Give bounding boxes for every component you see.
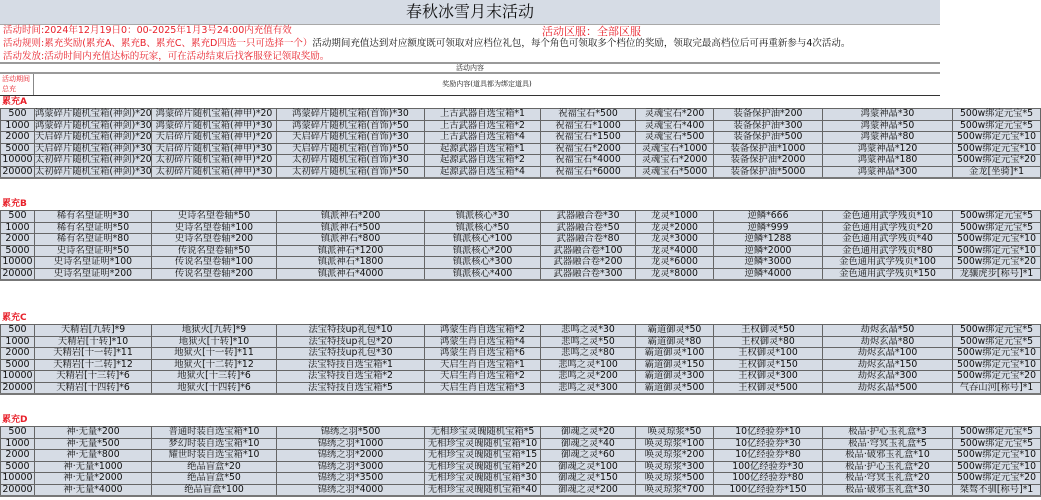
recharge-amount: 1000	[1, 120, 35, 132]
reward-cell: 史诗名望证明*200	[35, 268, 152, 280]
reward-cell: 无相珍宝灵魄随机宝箱*10	[425, 438, 541, 450]
reward-cell: 天启碎片随机宝箱(神剑)*20	[35, 131, 152, 142]
reward-cell: 史诗名望卷轴*50	[152, 211, 277, 223]
reward-cell: 极品·穹冥玉礼盒*5	[823, 438, 953, 450]
reward-cell: 鸿蒙碎片随机宝箱(神剑)*30	[35, 119, 152, 131]
reward-cell: 100亿经验券*30	[714, 461, 823, 473]
reward-cell: 镇派神石*800	[277, 234, 425, 246]
reward-cell: 天启碎片随机宝箱(首饰)*30	[277, 132, 425, 144]
rules-highlight: 活动规则:累充奖励(累充A、累充B、累充C、累充D四选一只可选择一个）	[3, 38, 313, 49]
section-label: 累充C	[2, 313, 27, 323]
reward-cell: 传说名望卷轴*100	[152, 257, 277, 269]
reward-cell: 史诗名望卷轴*100	[152, 222, 277, 234]
reward-cell: 灵魂宝石*500	[636, 132, 714, 144]
table-row	[1, 427, 1041, 439]
reward-cell: 气吞山河[称号]*1	[953, 382, 1041, 394]
reward-cell: 悲鸣之灵*100	[541, 359, 636, 371]
reward-table	[0, 324, 1041, 395]
reward-cell: 无相珍宝灵魄随机宝箱*20	[425, 461, 541, 473]
reward-cell: 500w绑定元宝*5	[953, 438, 1041, 450]
reward-cell: 鸿蒙神晶*30	[823, 109, 953, 121]
reward-cell: 地狱火[十三转]*6	[152, 371, 277, 383]
recharge-amount: 500	[1, 109, 35, 121]
reward-cell: 神·无量*1000	[35, 461, 152, 473]
reward-cell: 灵魂宝石*2000	[636, 155, 714, 167]
reward-cell: 极品·破邪玉礼盒*30	[823, 484, 953, 496]
recharge-amount: 2000	[1, 132, 35, 144]
reward-cell: 法宝特技自选宝箱*1	[277, 359, 425, 371]
reward-cell: 天启碎片随机宝箱(神甲)*20	[152, 132, 277, 144]
reward-cell: 唤灵琼浆*300	[636, 461, 714, 473]
reward-cell: 鸿蒙碎片随机宝箱(神甲)*30	[152, 120, 277, 132]
reward-cell: 武器融合卷*200	[541, 257, 636, 269]
recharge-amount: 5000	[1, 461, 35, 473]
reward-cell: 逆鳞*4000	[714, 268, 823, 280]
recharge-amount: 500	[1, 211, 35, 223]
reward-cell: 龙灵*6000	[636, 257, 714, 269]
reward-cell: 500w绑定元宝*20	[953, 257, 1041, 269]
reward-cell: 天精岩[十四转]*6	[35, 382, 152, 394]
reward-cell: 金色通用武学残页*20	[823, 222, 953, 234]
reward-cell: 起源武器自选宝箱*1	[425, 143, 541, 155]
reward-cell: 装备保护油*300	[714, 120, 823, 132]
recharge-amount: 10000	[2, 472, 33, 483]
recharge-amount: 2000	[1, 450, 35, 462]
reward-cell: 太初碎片随机宝箱(神甲)*30	[152, 166, 277, 178]
reward-cell: 史诗名望证明*50	[35, 245, 152, 257]
reward-cell: 500w绑定元宝*5	[953, 336, 1041, 348]
reward-cell: 100亿经验券*150	[714, 484, 823, 496]
reward-cell: 耀世时装自选宝箱*10	[152, 450, 277, 462]
reward-cell: 镇派核心*50	[425, 222, 541, 234]
reward-cell: 霸道御灵*100	[636, 348, 714, 360]
reward-cell: 龙灵*4000	[636, 245, 714, 257]
reward-cell: 金色通用武学残页*40	[823, 234, 953, 246]
reward-cell: 天启生肖自选宝箱*3	[425, 382, 541, 394]
reward-cell: 神·无量*4000	[35, 484, 152, 496]
reward-cell: 逆鳞*3000	[714, 257, 823, 269]
reward-cell: 10亿经验券*30	[714, 438, 823, 450]
reward-cell: 镇派神石*200	[277, 211, 425, 223]
table-row	[1, 461, 1041, 473]
reward-cell: 悲鸣之灵*50	[541, 336, 636, 348]
reward-cell: 太初碎片随机宝箱(首饰)*50	[277, 166, 425, 178]
reward-cell: 地狱火[十转]*10	[152, 336, 277, 348]
header-total-recharge: 活动期间总充	[0, 74, 34, 95]
reward-cell: 唤灵琼浆*700	[636, 484, 714, 496]
reward-cell: 无相珍宝灵魄随机宝箱*5	[425, 427, 541, 439]
reward-cell: 祝福宝石*2000	[541, 143, 636, 155]
table-row	[1, 109, 1041, 121]
reward-cell: 极品·破邪玉礼盒*10	[823, 450, 953, 462]
table-row	[1, 438, 1041, 450]
reward-cell: 劫烬玄晶*500	[823, 382, 953, 394]
reward-cell: 御魂之灵*20	[541, 427, 636, 439]
recharge-amount: 20000	[2, 381, 33, 393]
divider	[0, 95, 940, 96]
reward-cell: 鸿蒙生肖自选宝箱*6	[425, 348, 541, 360]
reward-cell: 神·无量*800	[35, 450, 152, 462]
reward-cell: 御魂之灵*150	[541, 473, 636, 485]
reward-cell: 御魂之灵*200	[541, 484, 636, 496]
activity-time: 活动时间:2024年12月19日0：00-2025年1月3号24:00内充值有效	[3, 25, 292, 36]
reward-cell: 鸿蒙神晶*180	[823, 155, 953, 167]
recharge-amount: 5000	[1, 245, 35, 257]
table-row	[1, 268, 1041, 280]
activity-rules	[3, 37, 850, 51]
table-row	[1, 371, 1041, 383]
reward-cell: 镇派神石*4000	[277, 268, 425, 280]
reward-cell: 天启生肖自选宝箱*1	[425, 359, 541, 371]
table-row	[1, 143, 1041, 155]
reward-cell: 天精岩[十三转]*6	[35, 371, 152, 383]
reward-cell: 灵魂宝石*200	[636, 109, 714, 121]
recharge-amount: 2000	[1, 348, 35, 360]
table-row	[1, 155, 1041, 167]
reward-cell: 地狱火[九转]*9	[152, 325, 277, 337]
reward-cell: 天精岩[九转]*9	[35, 325, 152, 337]
reward-cell: 天启生肖自选宝箱*2	[425, 371, 541, 383]
reward-cell: 鸿蒙碎片随机宝箱(首饰)*30	[277, 109, 425, 121]
recharge-amount: 10000	[2, 256, 33, 267]
reward-cell: 无相珍宝灵魄随机宝箱*30	[425, 473, 541, 485]
reward-cell: 劫烬玄晶*50	[823, 325, 953, 337]
reward-cell: 镇派核心*400	[425, 268, 541, 280]
reward-cell: 王权御灵*500	[714, 382, 823, 394]
reward-cell: 装备保护油*200	[714, 109, 823, 121]
reward-cell: 桀骜不驯[称号]*1	[953, 484, 1041, 496]
table-row	[1, 132, 1041, 144]
reward-cell: 锦绣之羽*1000	[277, 438, 425, 450]
reward-cell: 10亿经验券*10	[714, 427, 823, 439]
reward-cell: 普通时装自选宝箱*10	[152, 427, 277, 439]
reward-cell: 金色通用武学残页*80	[823, 245, 953, 257]
reward-cell: 武器融合卷*100	[541, 245, 636, 257]
reward-cell: 鸿蒙碎片随机宝箱(神甲)*20	[152, 109, 277, 121]
reward-cell: 武器融合卷*300	[541, 268, 636, 280]
reward-cell: 逆鳞*999	[714, 222, 823, 234]
reward-cell: 500w绑定元宝*5	[953, 211, 1041, 223]
reward-cell: 龙灵*8000	[636, 268, 714, 280]
reward-cell: 装备保护油*5000	[714, 166, 823, 178]
recharge-amount: 20000	[2, 267, 33, 279]
reward-cell: 金色通用武学残页*150	[823, 268, 953, 280]
reward-cell: 传说名望卷轴*200	[152, 268, 277, 280]
table-row	[1, 245, 1041, 257]
reward-cell: 唤灵琼浆*100	[636, 438, 714, 450]
reward-cell: 史诗名望卷轴*200	[152, 234, 277, 246]
table-row	[1, 211, 1041, 223]
reward-cell: 逆鳞*1288	[714, 234, 823, 246]
reward-cell: 金色通用武学残页*10	[823, 211, 953, 223]
reward-cell: 起源武器自选宝箱*4	[425, 166, 541, 178]
reward-cell: 武器融合卷*50	[541, 222, 636, 234]
recharge-amount: 5000	[1, 359, 35, 371]
reward-cell: 霸道御灵*150	[636, 359, 714, 371]
reward-cell: 御魂之灵*100	[541, 461, 636, 473]
reward-cell: 劫烬玄晶*100	[823, 348, 953, 360]
reward-cell: 500w绑定元宝*5	[953, 222, 1041, 234]
reward-cell: 天启碎片随机宝箱(首饰)*50	[277, 143, 425, 155]
reward-cell: 鸿蒙神晶*300	[823, 166, 953, 178]
reward-cell: 王权御灵*100	[714, 348, 823, 360]
page-title: 春秋冰雪月末活动	[0, 0, 940, 25]
table-row	[1, 484, 1041, 496]
reward-cell: 10亿经验券*80	[714, 450, 823, 462]
reward-cell: 劫烬玄晶*150	[823, 359, 953, 371]
reward-cell: 天启碎片随机宝箱(神甲)*30	[152, 143, 277, 155]
reward-cell: 神·无量*2000	[35, 473, 152, 485]
recharge-amount: 2000	[1, 234, 35, 246]
table-row	[1, 336, 1041, 348]
reward-cell: 龙灵*2000	[636, 222, 714, 234]
reward-cell: 王权御灵*300	[714, 371, 823, 383]
reward-cell: 无相珍宝灵魄随机宝箱*15	[425, 450, 541, 462]
section-title: 活动内容	[456, 64, 484, 72]
reward-cell: 祝福宝石*1500	[541, 132, 636, 144]
reward-cell: 500w绑定元宝*10	[953, 348, 1041, 360]
section-label: 累充B	[2, 199, 27, 209]
reward-cell: 梦幻时装自选宝箱*10	[152, 438, 277, 450]
reward-cell: 史诗名望证明*100	[35, 257, 152, 269]
reward-cell: 鸿蒙神晶*120	[823, 143, 953, 155]
recharge-amount: 20000	[2, 483, 33, 495]
reward-cell: 装备保护油*1000	[714, 143, 823, 155]
reward-cell: 极品·护心玉礼盒*3	[823, 427, 953, 439]
table-row	[1, 325, 1041, 337]
reward-cell: 唤灵琼浆*200	[636, 450, 714, 462]
reward-cell: 太初碎片随机宝箱(首饰)*30	[277, 155, 425, 167]
reward-cell: 镇派核心*30	[425, 211, 541, 223]
reward-cell: 祝福宝石*500	[541, 109, 636, 121]
reward-cell: 镇派神石*1800	[277, 257, 425, 269]
reward-cell: 唤灵琼浆*50	[636, 427, 714, 439]
reward-cell: 唤灵琼浆*500	[636, 473, 714, 485]
reward-cell: 镇派神石*1200	[277, 245, 425, 257]
recharge-amount: 1000	[1, 438, 35, 450]
reward-cell: 悲鸣之灵*200	[541, 371, 636, 383]
reward-cell: 极品·护心玉礼盒*20	[823, 461, 953, 473]
reward-cell: 祝福宝石*1000	[541, 120, 636, 132]
reward-cell: 龙灵*1000	[636, 211, 714, 223]
recharge-amount: 500	[1, 325, 35, 337]
reward-cell: 劫烬玄晶*300	[823, 371, 953, 383]
reward-cell: 稀有名望证明*80	[35, 234, 152, 246]
reward-cell: 法宝特技up礼包*30	[277, 348, 425, 360]
recharge-amount: 10000	[2, 370, 33, 381]
reward-cell: 法宝特技自选宝箱*2	[277, 371, 425, 383]
reward-cell: 天精岩[十二转]*12	[35, 359, 152, 371]
rules-detail: 活动期间充值达到对应额度既可领取对应档位礼包，每个角色可领取多个档位的奖励，领取完最高档位后可再重新参与4次活动。	[312, 38, 851, 49]
recharge-amount: 20000	[2, 165, 33, 177]
reward-cell: 天精岩[十转]*10	[35, 336, 152, 348]
reward-cell: 灵魂宝石*400	[636, 120, 714, 132]
table-row	[1, 222, 1041, 234]
reward-cell: 上古武器自选宝箱*4	[425, 132, 541, 144]
reward-cell: 装备保护油*2000	[714, 155, 823, 167]
reward-cell: 祝福宝石*4000	[541, 155, 636, 167]
reward-cell: 太初碎片随机宝箱(神剑)*20	[35, 154, 152, 165]
recharge-amount: 10000	[2, 154, 33, 165]
reward-cell: 鸿蒙生肖自选宝箱*2	[425, 325, 541, 337]
reward-cell: 悲鸣之灵*30	[541, 325, 636, 337]
reward-cell: 灵魂宝石*5000	[636, 166, 714, 178]
reward-cell: 500w绑定元宝*10	[953, 132, 1041, 144]
reward-cell: 王权御灵*50	[714, 325, 823, 337]
reward-cell: 稀有名望证明*30	[35, 211, 152, 223]
reward-cell: 逆鳞*666	[714, 211, 823, 223]
recharge-amount: 1000	[1, 336, 35, 348]
reward-cell: 太初碎片随机宝箱(神剑)*30	[35, 165, 152, 177]
recharge-amount: 500	[1, 427, 35, 439]
reward-cell: 锦绣之羽*4000	[277, 484, 425, 496]
reward-cell: 500w绑定元宝*10	[953, 245, 1041, 257]
reward-cell: 武器融合卷*30	[541, 211, 636, 223]
reward-cell: 鸿蒙碎片随机宝箱(神剑)*20	[35, 108, 152, 119]
reward-cell: 鸿蒙神晶*80	[823, 132, 953, 144]
reward-cell: 500w绑定元宝*10	[953, 461, 1041, 473]
reward-cell: 金色通用武学残页*100	[823, 257, 953, 269]
reward-cell: 神·无量*200	[35, 427, 152, 439]
recharge-amount: 5000	[1, 143, 35, 155]
reward-cell: 锦绣之羽*2000	[277, 450, 425, 462]
table-row	[1, 257, 1041, 269]
reward-cell: 镇派核心*200	[425, 245, 541, 257]
reward-cell: 武器融合卷*80	[541, 234, 636, 246]
reward-table	[0, 210, 1041, 281]
reward-cell: 地狱火[十二转]*12	[152, 359, 277, 371]
reward-cell: 镇派核心*300	[425, 257, 541, 269]
reward-cell: 500w绑定元宝*20	[953, 371, 1041, 383]
table-row	[1, 348, 1041, 360]
reward-cell: 500w绑定元宝*10	[953, 143, 1041, 155]
table-row	[1, 450, 1041, 462]
reward-cell: 法宝特技up礼包*20	[277, 336, 425, 348]
reward-cell: 天启碎片随机宝箱(神剑)*30	[35, 142, 152, 154]
reward-cell: 悲鸣之灵*300	[541, 382, 636, 394]
reward-cell: 霸道御灵*300	[636, 371, 714, 383]
section-label: 累充A	[2, 97, 27, 107]
reward-cell: 地狱火[十一转]*11	[152, 348, 277, 360]
reward-cell: 神·无量*500	[35, 438, 152, 450]
reward-cell: 上古武器自选宝箱*2	[425, 120, 541, 132]
reward-cell: 传说名望卷轴*50	[152, 245, 277, 257]
reward-cell: 祝福宝石*6000	[541, 166, 636, 178]
reward-cell: 鸿蒙生肖自选宝箱*4	[425, 336, 541, 348]
reward-cell: 镇派核心*100	[425, 234, 541, 246]
reward-cell: 绝品盲盒*20	[152, 461, 277, 473]
reward-cell: 稀有名望证明*50	[35, 222, 152, 234]
reward-cell: 灵魂宝石*1000	[636, 143, 714, 155]
reward-cell: 装备保护油*500	[714, 132, 823, 144]
reward-cell: 鸿蒙碎片随机宝箱(首饰)*50	[277, 120, 425, 132]
reward-table	[0, 108, 1041, 179]
activity-region: 活动区服：全部区服	[542, 25, 641, 38]
reward-cell: 镇派神石*500	[277, 222, 425, 234]
reward-cell: 太初碎片随机宝箱(神甲)*20	[152, 155, 277, 167]
reward-cell: 无相珍宝灵魄随机宝箱*40	[425, 484, 541, 496]
reward-cell: 500w绑定元宝*5	[953, 325, 1041, 337]
reward-cell: 500w绑定元宝*5	[953, 120, 1041, 132]
reward-cell: 起源武器自选宝箱*2	[425, 155, 541, 167]
table-row	[1, 359, 1041, 371]
reward-cell: 霸道御灵*500	[636, 382, 714, 394]
table-row	[1, 120, 1041, 132]
reward-table	[0, 426, 1041, 497]
header-rewards: 奖励内容(道具都为绑定道具)	[442, 80, 532, 88]
reward-cell: 绝品盲盒*50	[152, 473, 277, 485]
reward-cell: 劫烬玄晶*80	[823, 336, 953, 348]
activity-distribution: 活动发放:活动时间内充值达标的玩家，可在活动结束后找客服登记领取奖励。	[3, 51, 330, 62]
reward-cell: 上古武器自选宝箱*1	[425, 109, 541, 121]
reward-cell: 逆鳞*2000	[714, 245, 823, 257]
reward-cell: 王权御灵*150	[714, 359, 823, 371]
reward-cell: 绝品盲盒*100	[152, 484, 277, 496]
section-label: 累充D	[2, 415, 28, 425]
reward-cell: 500w绑定元宝*5	[953, 109, 1041, 121]
reward-cell: 500w绑定元宝*10	[953, 359, 1041, 371]
reward-cell: 地狱火[十四转]*6	[152, 382, 277, 394]
reward-cell: 锦绣之羽*500	[277, 427, 425, 439]
table-row	[1, 166, 1041, 178]
reward-cell: 极品·穹冥玉礼盒*20	[823, 473, 953, 485]
reward-cell: 御魂之灵*60	[541, 450, 636, 462]
reward-cell: 鸿蒙神晶*50	[823, 120, 953, 132]
reward-cell: 锦绣之羽*3500	[277, 473, 425, 485]
reward-cell: 龙灵*3000	[636, 234, 714, 246]
reward-cell: 500w绑定元宝*20	[953, 155, 1041, 167]
reward-cell: 锦绣之羽*3000	[277, 461, 425, 473]
table-row	[1, 382, 1041, 394]
reward-cell: 500w绑定元宝*20	[953, 473, 1041, 485]
table-row	[1, 234, 1041, 246]
reward-cell: 霸道御灵*50	[636, 325, 714, 337]
reward-cell: 法宝特技自选宝箱*5	[277, 382, 425, 394]
reward-cell: 500w绑定元宝*10	[953, 450, 1041, 462]
reward-cell: 500w绑定元宝*5	[953, 427, 1041, 439]
reward-cell: 法宝特技up礼包*10	[277, 325, 425, 337]
reward-cell: 霸道御灵*80	[636, 336, 714, 348]
reward-cell: 龙骧虎步[称号]*1	[953, 268, 1041, 280]
recharge-amount: 1000	[1, 222, 35, 234]
reward-cell: 100亿经验券*80	[714, 473, 823, 485]
table-row	[1, 473, 1041, 485]
reward-cell: 金龙[坐骑]*1	[953, 166, 1041, 178]
reward-cell: 御魂之灵*40	[541, 438, 636, 450]
reward-cell: 王权御灵*80	[714, 336, 823, 348]
reward-cell: 悲鸣之灵*80	[541, 348, 636, 360]
reward-cell: 500w绑定元宝*10	[953, 234, 1041, 246]
reward-cell: 天精岩[十一转]*11	[35, 348, 152, 360]
